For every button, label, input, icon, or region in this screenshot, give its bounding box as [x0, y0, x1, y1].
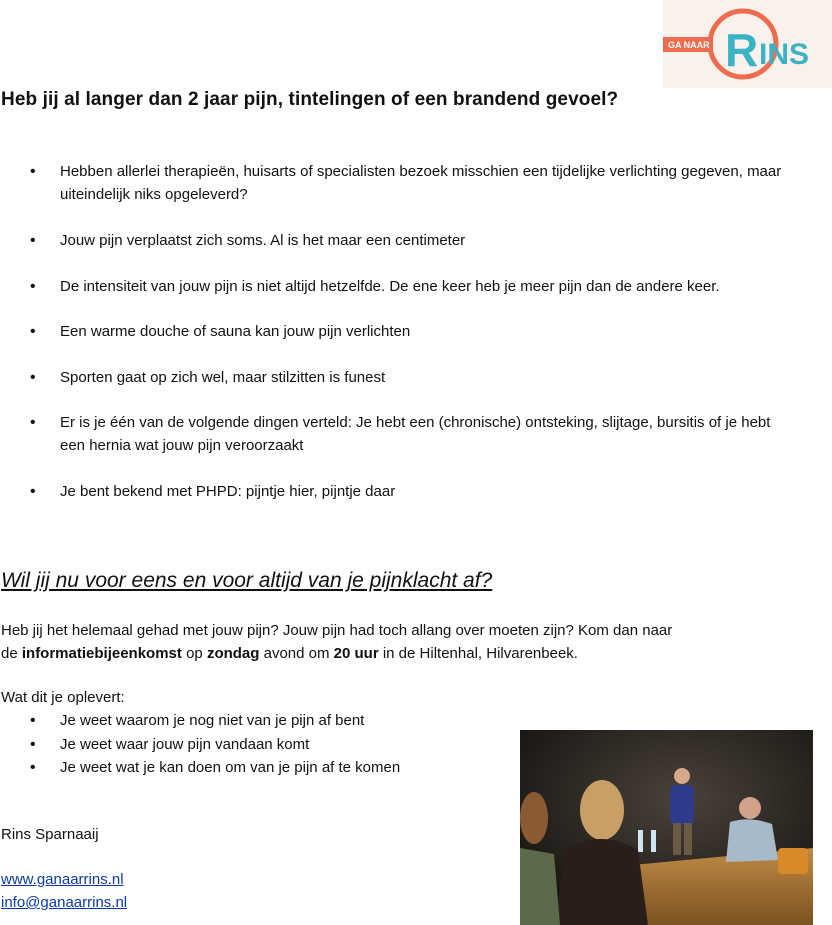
list-item: • De intensiteit van jouw pijn is niet altijd hetzelfde. De ene keer heb je meer pijn dan de andere keer.	[0, 275, 790, 298]
event-day: zondag	[206, 645, 260, 662]
list-item: • Sporten gaat op zich wel, maar stilzitten is funest	[0, 366, 790, 389]
list-item: • Je weet waarom je nog niet van je pijn af bent	[0, 709, 400, 733]
list-item: • Hebben allerlei therapieën, huisarts of specialisten bezoek misschien een tijdelijke verlichting gegeven, maar uiteindelijk niks opgeleverd?	[0, 160, 790, 206]
brand-logo	[663, 0, 832, 88]
svg-text:INS: INS	[759, 38, 810, 71]
event-time: 20 uur	[333, 645, 379, 662]
signature: Rins Sparnaaij	[1, 826, 99, 843]
event-name: informatiebijeenkomst	[21, 645, 182, 662]
list-item: • Een warme douche of sauna kan jouw pijn verlichten	[0, 320, 790, 343]
email-link[interactable]: info@ganaarrins.nl	[1, 894, 128, 911]
intro-de: de	[1, 645, 22, 662]
gains-list	[0, 709, 400, 780]
list-item: • Je bent bekend met PHPD: pijntje hier, pijntje daar	[0, 480, 790, 503]
meeting-photo	[520, 730, 813, 925]
intro-op: op	[181, 645, 207, 662]
list-item: • Er is je één van de volgende dingen verteld: Je hebt een (chronische) ontsteking, slijtage, bursitis of je hebt een hernia wat jouw pijn veroorzaakt	[0, 411, 790, 457]
gains-title: Wat dit je oplevert:	[1, 689, 125, 706]
page-title: Heb jij al langer dan 2 jaar pijn, tintelingen of een brandend gevoel?	[1, 89, 619, 110]
svg-text:R: R	[725, 24, 759, 76]
list-item: • Je weet waar jouw pijn vandaan komt	[0, 733, 400, 757]
list-item: • Je weet wat je kan doen om van je pijn af te komen	[0, 756, 400, 780]
section-heading: Wil jij nu voor eens en voor altijd van je pijnklacht af?	[1, 569, 493, 592]
list-item: • Jouw pijn verplaatst zich soms. Al is het maar een centimeter	[0, 229, 790, 252]
symptom-list	[0, 160, 790, 503]
intro-avond: avond om	[259, 645, 334, 662]
event-location: in de Hiltenhal, Hilvarenbeek.	[378, 645, 578, 662]
intro-text	[1, 619, 672, 665]
logo-prefix: GA NAAR	[668, 40, 710, 50]
website-link[interactable]: www.ganaarrins.nl	[1, 871, 124, 888]
intro-line: Heb jij het helemaal gehad met jouw pijn? Jouw pijn had toch allang over moeten zijn? Kom dan naar	[1, 622, 673, 639]
